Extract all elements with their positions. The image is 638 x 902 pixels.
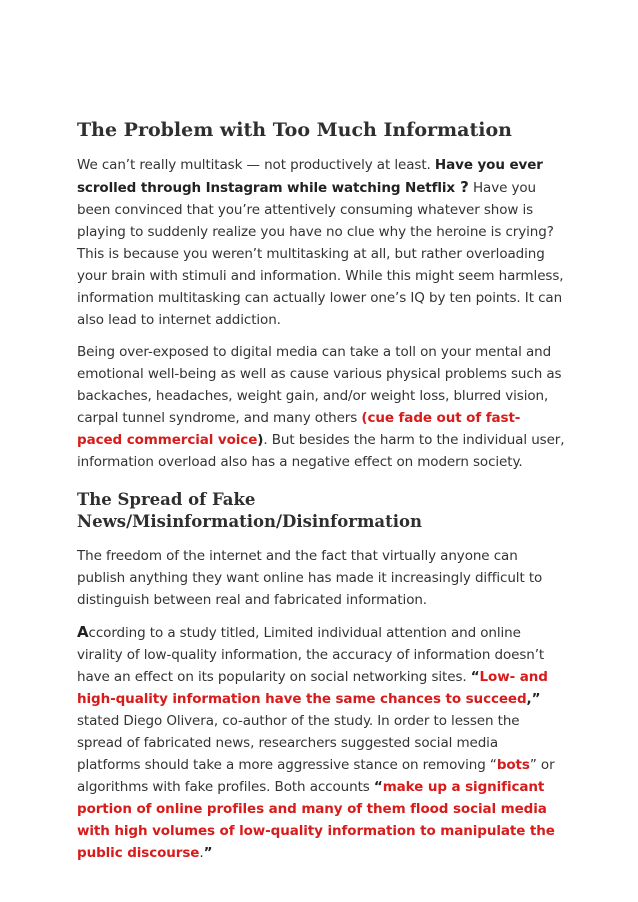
p1-text-1: We can’t really multitask — not productively at least. — [77, 157, 435, 173]
p2-red-aside: (cue fade out of fast-paced commercial voice — [77, 410, 521, 448]
heading-problem-info: The Problem with Too Much Information — [77, 119, 512, 141]
paragraph-multitask — [77, 154, 565, 331]
p4-text-3: ” or algorithms with fake profiles. Both accounts — [77, 757, 555, 795]
p4-quote-close-2: ” — [203, 845, 213, 861]
paragraph-study — [77, 621, 565, 864]
p1-question-mark: ? — [455, 178, 469, 196]
p1-bold-question: Have you ever scrolled through Instagram while watching Netflix — [77, 157, 543, 196]
p4-text-4: . — [199, 845, 204, 861]
p1-text-2: Have you been convinced that you’re attentively consuming whatever show is playing to suddenly realize you have no clue why the heroine is crying? This is because you weren’t multitasking at all, but rather overloading your brain with stimuli and information. While this might seem harmless, information multitasking can actually lower one’s IQ by ten points. It can also lead to internet addiction. — [77, 180, 564, 328]
p4-red-quote-1: Low- and high-quality information have the same chances to succeed — [77, 669, 548, 707]
p2-close-paren: ) — [257, 432, 264, 448]
p4-quote-open-2: “ — [373, 779, 383, 795]
article — [77, 118, 565, 874]
p4-quote-open-1: “ — [470, 669, 480, 685]
p4-text-2: stated Diego Olivera, co-author of the study. In order to lessen the spread of fabricated news, researchers suggested social media platforms should take a more aggressive stance on removing “ — [77, 713, 520, 773]
p4-text-1: ccording to a study titled, Limited individual attention and online virality of low-quality information, the accuracy of information doesn’t have an effect on its popularity on social networking sites. — [77, 625, 545, 685]
p4-red-bots: bots — [496, 757, 530, 773]
p4-quote-close-1: ,” — [526, 691, 541, 707]
p2-text-2: . But besides the harm to the individual user, information overload also has a negative effect on modern society. — [77, 432, 565, 470]
p4-dropcap: A — [77, 623, 89, 641]
paragraph-freedom: The freedom of the internet and the fact that virtually anyone can publish anything they want online has made it increasingly difficult to distinguish between real and fabricated information. — [77, 548, 543, 608]
p4-red-quote-2: make up a significant portion of online profiles and many of them flood social media with high volumes of low-quality information to manipulate the public discourse — [77, 779, 555, 861]
p2-text-1: Being over-exposed to digital media can take a toll on your mental and emotional well-being as well as cause various physical problems such as backaches, headaches, weight gain, and/or weight loss, blurred vision, carpal tunnel syndrome, and many others — [77, 344, 562, 426]
paragraph-overexposed — [77, 341, 565, 473]
heading-fake-news: The Spread of Fake News/Misinformation/Disinformation — [77, 490, 423, 531]
